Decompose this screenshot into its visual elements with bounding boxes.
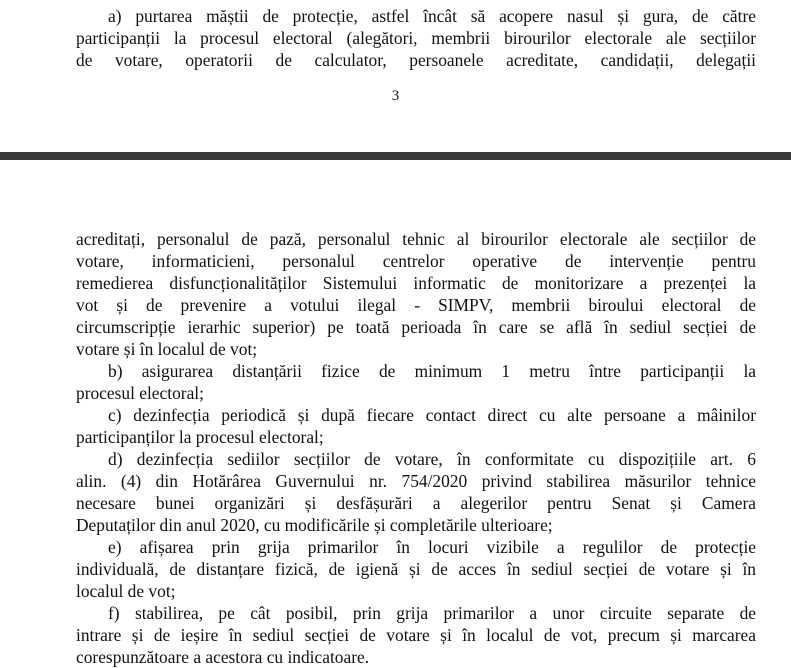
text-line: procesul electoral; <box>76 383 204 403</box>
text-line: participanții la procesul electoral (alegători, membrii birourilor electorale ale secțiilor <box>76 28 756 48</box>
text-line: vot și de prevenire a votului ilegal - SIMPV, membrii biroului electoral de <box>76 295 756 315</box>
text-line: individuală, de distanțare fizică, de igienă și de acces în sediul secției de votare și în <box>76 559 756 579</box>
text-line: f) stabilirea, pe cât posibil, prin grija primarilor a unor circuite separate de <box>108 603 756 623</box>
text-line: alin. (4) din Hotărârea Guvernului nr. 754/2020 privind stabilirea măsurilor tehnice <box>76 471 756 491</box>
document-page-bottom <box>0 160 791 667</box>
text-line: corespunzătoare a acestora cu indicatoare. <box>76 647 370 667</box>
text-line: remedierea disfuncționalităților Sistemului informatic de monitorizare a prezenței la <box>76 273 756 293</box>
text-line: circumscripție ierarhic superior) pe toată perioada în care se află în sediul secției de <box>76 317 756 337</box>
text-line: Deputaților din anul 2020, cu modificările și completările ulterioare; <box>76 515 553 535</box>
text-line: acreditați, personalul de pază, personalul tehnic al birourilor electorale ale secțiilor de <box>76 229 756 249</box>
text-line: c) dezinfecția periodică și după fiecare contact direct cu alte persoane a mâinilor <box>108 405 756 425</box>
text-line: d) dezinfecția sediilor secțiilor de votare, în conformitate cu dispozițiile art. 6 <box>108 449 756 469</box>
text-line: a) purtarea măștii de protecție, astfel încât să acopere nasul și gura, de către <box>108 6 756 26</box>
page-divider <box>0 152 791 160</box>
text-line: necesare bunei organizări și desfășurări a alegerilor pentru Senat și Camera <box>76 493 756 513</box>
text-line: e) afișarea prin grija primarilor în locuri vizibile a regulilor de protecție <box>108 537 756 557</box>
text-line: b) asigurarea distanțării fizice de minimum 1 metru între participanții la <box>108 361 756 381</box>
text-line: intrare și de ieșire în sediul secției de votare și în localul de vot, precum și marcarea <box>76 625 756 645</box>
text-line: votare, informaticieni, personalul centrelor operative de intervenție pentru <box>76 251 756 271</box>
text-line: participanților la procesul electoral; <box>76 427 324 447</box>
document-page-top <box>0 0 791 152</box>
page-number: 3 <box>391 88 400 104</box>
text-line: de votare, operatorii de calculator, persoanele acreditate, candidații, delegații <box>76 50 756 70</box>
text-line: votare și în localul de vot; <box>76 339 258 359</box>
text-line: localul de vot; <box>76 581 176 601</box>
